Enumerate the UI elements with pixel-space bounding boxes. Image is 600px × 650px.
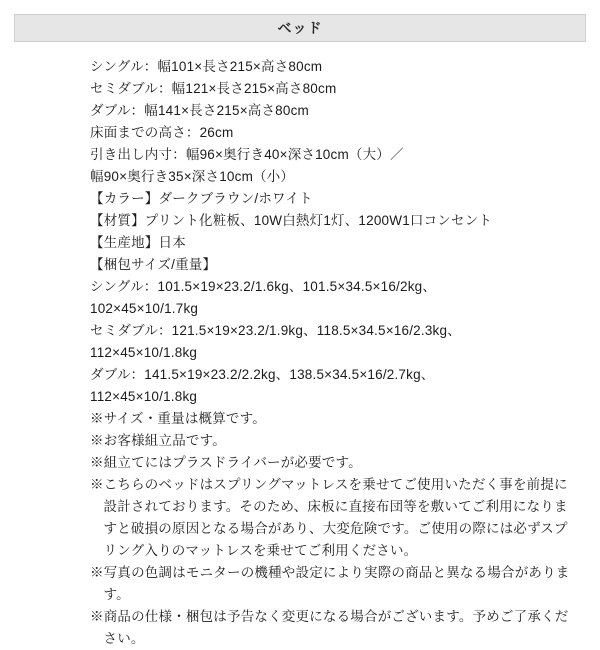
spec-line: 引き出し内寸：幅96×奥行き40×深さ10cm（大）／ (90, 147, 404, 162)
spec-line: ※お客様組立品です。 (90, 433, 226, 448)
spec-line: ダブル：幅141×長さ215×高さ80cm (90, 103, 309, 118)
spec-line: 幅90×奥行き35×深さ10cm（小） (90, 169, 295, 184)
spec-line: ※商品の仕様・梱包は予告なく変更になる場合がございます。予めご了承ください。 (90, 609, 569, 646)
spec-line: セミダブル：幅121×長さ215×高さ80cm (90, 81, 337, 96)
spec-line: 112×45×10/1.8kg (90, 389, 198, 404)
spec-line: セミダブル：121.5×19×23.2/1.9kg、118.5×34.5×16/2.3kg、 (90, 323, 461, 338)
spec-line: 【材質】プリント化粧板、10W白熱灯1灯、1200W1口コンセント (90, 213, 493, 228)
spec-line: 【カラー】ダークブラウン/ホワイト (90, 191, 313, 206)
spec-line: ※写真の色調はモニターの機種や設定により実際の商品と異なる場合があります。 (90, 565, 570, 602)
spec-line: シングル：101.5×19×23.2/1.6kg、101.5×34.5×16/2kg、 (90, 279, 437, 294)
spec-line: ※組立てにはプラスドライバーが必要です。 (90, 455, 362, 470)
spec-line: 102×45×10/1.7kg (90, 301, 199, 316)
spec-line: 112×45×10/1.8kg (90, 345, 198, 360)
spec-line: シングル：幅101×長さ215×高さ80cm (90, 59, 323, 74)
spec-line: ダブル：141.5×19×23.2/2.2kg、138.5×34.5×16/2.7kg、 (90, 367, 435, 382)
spec-line: ※こちらのベッドはスプリングマットレスを乗せてご使用いただく事を前提に設計されております。そのため、床板に直接布団等を敷いてご利用になりますと破損の原因となる場合があり、大変危険です。ご使用の際には必ずスプリング入りのマットレスを乗せてご利用ください。 (90, 477, 568, 558)
spec-body (14, 56, 586, 650)
spec-line: ※サイズ・重量は概算です。 (90, 411, 266, 426)
spec-header-title: ベッド (14, 14, 586, 42)
spec-line: 【梱包サイズ/重量】 (90, 257, 217, 272)
spec-line: 【生産地】日本 (90, 235, 186, 250)
spec-line: 床面までの高さ：26cm (90, 125, 234, 140)
